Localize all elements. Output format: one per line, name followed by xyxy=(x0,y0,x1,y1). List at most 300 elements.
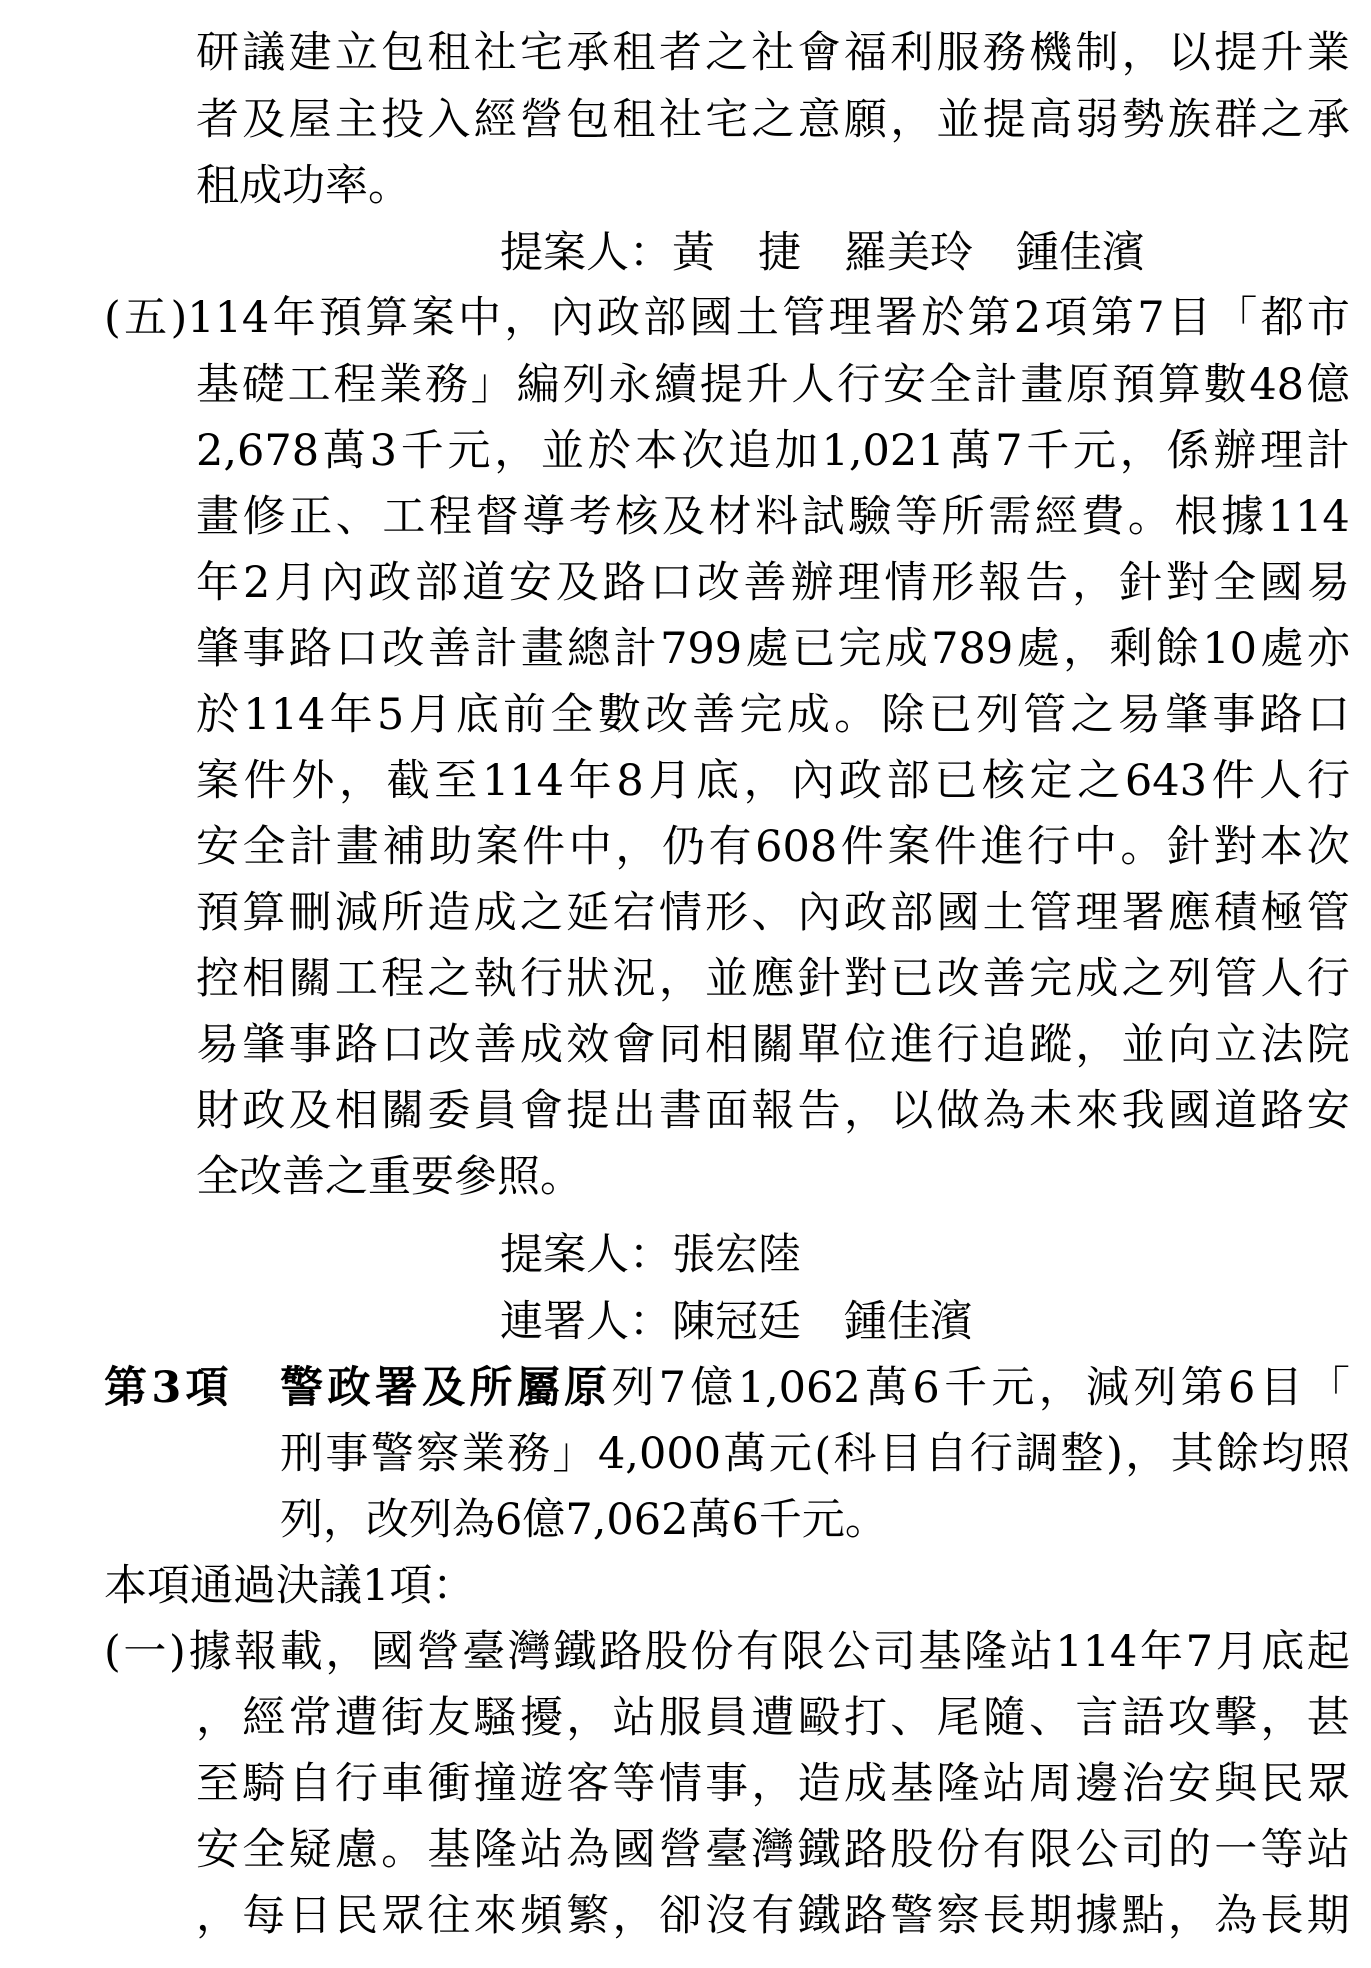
glyph: 目 xyxy=(878,1429,922,1479)
glyph: 元 xyxy=(447,426,491,476)
glyph: 補 xyxy=(382,822,426,872)
glyph: 針 xyxy=(1166,822,1210,872)
glyph: 進 xyxy=(890,1020,934,1070)
glyph: 至 xyxy=(434,756,478,806)
glyph: 元 xyxy=(1072,426,1116,476)
glyph: 頻 xyxy=(519,1891,563,1941)
glyph: 有 xyxy=(982,1825,1026,1875)
glyph: 等 xyxy=(1260,1825,1304,1875)
glyph: 路 xyxy=(334,1020,378,1070)
glyph: 遭 xyxy=(751,1693,795,1743)
glyph: 元 xyxy=(991,1363,1035,1413)
glyph: ， xyxy=(494,426,538,476)
glyph: 並 xyxy=(705,954,749,1004)
glyph: 每 xyxy=(242,1891,286,1941)
glyph: 肇 xyxy=(242,1020,286,1070)
glyph: 並 xyxy=(540,426,584,476)
glyph: 起 xyxy=(1306,1627,1350,1677)
glyph: 係 xyxy=(1166,426,1210,476)
glyph: 員 xyxy=(473,1086,517,1136)
glyph: 載 xyxy=(279,1627,323,1677)
glyph: 市 xyxy=(1306,293,1350,343)
glyph: 路 xyxy=(1259,690,1303,740)
text-line: 租成功率。 xyxy=(196,161,411,211)
glyph: 包 xyxy=(381,28,425,78)
glyph: 執 xyxy=(473,954,517,1004)
glyph: 相 xyxy=(705,1020,749,1070)
glyph: 次 xyxy=(681,426,725,476)
glyph: 列 xyxy=(611,1363,655,1413)
glyph: 政 xyxy=(596,293,640,343)
glyph: ， xyxy=(196,1693,239,1743)
glyph: 」 xyxy=(470,360,514,410)
glyph: 政 xyxy=(242,1086,286,1136)
glyph: ， xyxy=(325,1627,369,1677)
glyph: 成 xyxy=(519,1020,563,1070)
glyph: 位 xyxy=(843,1020,887,1070)
glyph: 已 xyxy=(928,690,972,740)
glyph: 易 xyxy=(1117,690,1161,740)
glyph: 長 xyxy=(982,1891,1026,1941)
glyph: ， xyxy=(751,1759,795,1809)
glyph: 慮 xyxy=(334,1825,378,1875)
glyph: 研 xyxy=(196,28,239,78)
glyph: 宕 xyxy=(612,888,656,938)
glyph: 據 xyxy=(1075,1891,1119,1941)
glyph: 營 xyxy=(416,1627,460,1677)
glyph: 之 xyxy=(1121,954,1165,1004)
glyph: 長 xyxy=(1260,1891,1304,1941)
glyph: 股 xyxy=(644,1627,688,1677)
glyph: 效 xyxy=(566,1020,610,1070)
glyph: 高 xyxy=(1029,95,1073,145)
glyph: 處 xyxy=(1260,624,1304,674)
glyph: 及 xyxy=(242,95,286,145)
glyph: 為 xyxy=(1214,1891,1258,1941)
glyph: 務 xyxy=(982,28,1026,78)
glyph: 核 xyxy=(981,756,1025,806)
glyph: 業 xyxy=(1306,28,1350,78)
glyph: 與 xyxy=(1214,1759,1258,1809)
glyph: 眾 xyxy=(1306,1759,1350,1809)
glyph: 完 xyxy=(1029,954,1073,1004)
glyph: 經 xyxy=(1034,492,1078,542)
glyph: 。 xyxy=(834,690,878,740)
glyph: 出 xyxy=(612,1086,656,1136)
glyph: 799 xyxy=(660,624,743,674)
glyph: 件 xyxy=(1211,756,1255,806)
text-line xyxy=(0,352,1350,418)
text-line xyxy=(0,1078,1350,1144)
glyph: 事 xyxy=(705,1759,749,1809)
glyph: 隨 xyxy=(982,1693,1026,1743)
glyph: 國 xyxy=(936,888,980,938)
glyph: 安 xyxy=(1167,1759,1211,1809)
glyph: 年 xyxy=(196,558,239,608)
glyph: 案 xyxy=(475,822,519,872)
glyph: 萬 xyxy=(723,1429,767,1479)
glyph: 員 xyxy=(705,1693,749,1743)
glyph: 於 xyxy=(921,293,965,343)
glyph: 言 xyxy=(1075,1693,1119,1743)
glyph: 、 xyxy=(890,1693,934,1743)
glyph: 會 xyxy=(797,28,841,78)
glyph: 周 xyxy=(1029,1759,1073,1809)
glyph: 租 xyxy=(612,28,656,78)
glyph: 列 xyxy=(1133,1363,1177,1413)
glyph: ( xyxy=(104,293,121,343)
glyph: 社 xyxy=(751,28,795,78)
text-line xyxy=(0,946,1350,1012)
glyph: 目 xyxy=(1259,1363,1303,1413)
glyph: ， xyxy=(566,1693,610,1743)
glyph: 畫 xyxy=(1020,360,1064,410)
glyph: 7 xyxy=(995,426,1023,476)
glyph: 為 xyxy=(982,1086,1026,1136)
glyph: 7 xyxy=(1137,293,1165,343)
glyph: 計 xyxy=(289,822,333,872)
glyph: 、 xyxy=(1029,1693,1073,1743)
proposer-line: 提案人：黃 捷 羅美玲 鍾佳濱 xyxy=(500,228,1145,278)
glyph: 點 xyxy=(1121,1891,1165,1941)
glyph: 務 xyxy=(424,360,468,410)
glyph: 對 xyxy=(843,954,887,1004)
glyph: 安 xyxy=(508,558,552,608)
item-3-heading xyxy=(0,1355,1350,1421)
text-line xyxy=(0,1751,1350,1817)
glyph: 路 xyxy=(602,558,646,608)
glyph: 口 xyxy=(335,624,379,674)
glyph: ， xyxy=(1075,1020,1119,1070)
glyph: 程 xyxy=(333,360,377,410)
glyph: 行 xyxy=(969,1429,1013,1479)
glyph: 應 xyxy=(1167,888,1211,938)
glyph: 營 xyxy=(519,95,563,145)
glyph: 入 xyxy=(427,95,471,145)
glyph: 提 xyxy=(982,95,1026,145)
glyph: 已 xyxy=(934,756,978,806)
glyph: 年 xyxy=(1140,1627,1184,1677)
glyph: 以 xyxy=(1167,28,1211,78)
glyph: 「 xyxy=(1306,1363,1350,1413)
glyph: 本 xyxy=(634,426,678,476)
glyph: 期 xyxy=(1306,1891,1350,1941)
glyph: 次 xyxy=(1306,822,1350,872)
glyph: 臺 xyxy=(705,1825,749,1875)
glyph: 毆 xyxy=(797,1693,841,1743)
glyph: 警 xyxy=(370,1429,414,1479)
glyph: 預 xyxy=(318,293,362,343)
glyph: 成 xyxy=(1075,954,1119,1004)
glyph: 114 xyxy=(1055,1627,1138,1677)
text-line xyxy=(0,550,1350,616)
glyph: 公 xyxy=(827,1627,871,1677)
glyph: ( xyxy=(814,1429,832,1479)
glyph: 114 xyxy=(481,756,565,806)
glyph: 於 xyxy=(196,690,239,740)
glyph: 打 xyxy=(843,1693,887,1743)
glyph: 鐵 xyxy=(553,1627,597,1677)
glyph: 撞 xyxy=(473,1759,517,1809)
glyph: 口 xyxy=(1306,690,1350,740)
glyph: 完 xyxy=(739,690,783,740)
glyph: 疑 xyxy=(288,1825,332,1875)
text-line: 列，改列為6億7,062萬6千元。 xyxy=(280,1495,888,1545)
glyph: 相 xyxy=(242,954,286,1004)
glyph: 察 xyxy=(936,1891,980,1941)
glyph: 789 xyxy=(931,624,1014,674)
glyph: 改 xyxy=(936,954,980,1004)
glyph: ， xyxy=(196,1891,239,1941)
glyph: 原 xyxy=(564,1363,608,1413)
glyph: 程 xyxy=(428,492,472,542)
glyph: 608 xyxy=(755,822,838,872)
text-line xyxy=(0,20,1350,86)
glyph: 造 xyxy=(427,888,471,938)
glyph: 國 xyxy=(370,1627,414,1677)
text-line xyxy=(0,616,1350,682)
glyph: 內 xyxy=(550,293,594,343)
glyph: 部 xyxy=(415,558,459,608)
glyph: 科 xyxy=(833,1429,877,1479)
glyph: 千 xyxy=(944,1363,988,1413)
glyph: 件 xyxy=(840,822,884,872)
glyph: 針 xyxy=(1119,558,1163,608)
glyph: 所 xyxy=(381,888,425,938)
glyph: 股 xyxy=(890,1825,934,1875)
glyph: 4,000 xyxy=(597,1429,722,1479)
glyph: 件 xyxy=(522,822,566,872)
glyph: 建 xyxy=(288,28,332,78)
glyph: 亦 xyxy=(1306,624,1350,674)
text-line xyxy=(0,1883,1350,1949)
glyph: 行 xyxy=(1306,756,1350,806)
glyph: 部 xyxy=(890,888,934,938)
glyph: 情 xyxy=(658,1759,702,1809)
proposer-line: 提案人：張宏陸 xyxy=(500,1230,801,1280)
glyph: 政 xyxy=(838,756,882,806)
glyph: 改 xyxy=(381,624,425,674)
glyph: 。 xyxy=(1127,492,1171,542)
glyph: 街 xyxy=(381,1693,425,1743)
glyph: 尾 xyxy=(936,1693,980,1743)
glyph: 643 xyxy=(1124,756,1207,806)
glyph: 項 xyxy=(185,1363,229,1413)
glyph: 管 xyxy=(782,293,826,343)
resolution-heading: 本項通過決議1項： xyxy=(104,1561,476,1611)
glyph: 日 xyxy=(288,1891,332,1941)
glyph: 項 xyxy=(1044,293,1088,343)
glyph: 1,062 xyxy=(737,1363,861,1413)
glyph: 弱 xyxy=(1075,95,1119,145)
glyph: 工 xyxy=(287,360,331,410)
glyph: 司 xyxy=(1121,1825,1165,1875)
glyph: 程 xyxy=(381,954,425,1004)
glyph: 有 xyxy=(751,1891,795,1941)
glyph: 口 xyxy=(381,1020,425,1070)
glyph: 書 xyxy=(658,1086,702,1136)
glyph: 核 xyxy=(615,492,659,542)
glyph: 工 xyxy=(334,954,378,1004)
glyph: 升 xyxy=(1260,28,1304,78)
glyph: 5 xyxy=(376,690,405,740)
glyph: 路 xyxy=(843,1825,887,1875)
glyph: 利 xyxy=(890,28,934,78)
glyph: 往 xyxy=(427,1891,471,1941)
glyph: 一 xyxy=(123,1627,167,1677)
glyph: 立 xyxy=(334,28,378,78)
glyph: ， xyxy=(890,95,934,145)
glyph: 形 xyxy=(705,888,749,938)
glyph: 國 xyxy=(1167,1086,1211,1136)
glyph: 仍 xyxy=(661,822,705,872)
glyph: 極 xyxy=(1260,888,1304,938)
glyph: 會 xyxy=(519,1086,563,1136)
glyph: 路 xyxy=(599,1627,643,1677)
glyph: 積 xyxy=(1214,888,1258,938)
glyph: 月 xyxy=(648,756,692,806)
glyph: ， xyxy=(1125,1429,1169,1479)
glyph: 站 xyxy=(982,1759,1026,1809)
glyph: 列 xyxy=(975,690,1019,740)
glyph: 。 xyxy=(1120,822,1164,872)
glyph: 修 xyxy=(242,492,286,542)
text-line xyxy=(0,1012,1350,1078)
glyph: 經 xyxy=(242,1693,286,1743)
glyph: 土 xyxy=(982,888,1026,938)
glyph: 會 xyxy=(612,1020,656,1070)
glyph: 月 xyxy=(408,690,452,740)
glyph xyxy=(233,1355,276,1421)
glyph: 7 xyxy=(1185,1627,1213,1677)
glyph: 立 xyxy=(1214,1020,1258,1070)
glyph: 試 xyxy=(801,492,845,542)
glyph: 意 xyxy=(797,95,841,145)
glyph: 造 xyxy=(797,1759,841,1809)
glyph: 餘 xyxy=(1216,1429,1260,1479)
glyph: 等 xyxy=(894,492,938,542)
glyph: 民 xyxy=(1260,1759,1304,1809)
glyph: 對 xyxy=(1213,822,1257,872)
glyph: 鐵 xyxy=(797,1825,841,1875)
glyph: 助 xyxy=(428,822,472,872)
glyph: 月 xyxy=(274,558,318,608)
glyph: 部 xyxy=(643,293,687,343)
glyph: 有 xyxy=(708,822,752,872)
glyph: 肇 xyxy=(1165,690,1209,740)
glyph: 費 xyxy=(1081,492,1125,542)
glyph: 人 xyxy=(1260,954,1304,1004)
glyph: 基 xyxy=(890,1759,934,1809)
glyph: 114 xyxy=(243,690,326,740)
glyph: 料 xyxy=(755,492,799,542)
glyph: 並 xyxy=(936,95,980,145)
glyph: 成 xyxy=(786,690,830,740)
glyph: 完 xyxy=(838,624,882,674)
glyph: 升 xyxy=(745,360,789,410)
glyph: 前 xyxy=(503,690,547,740)
glyph: 及 xyxy=(288,1086,332,1136)
glyph: 事 xyxy=(242,624,286,674)
glyph: 已 xyxy=(890,954,934,1004)
glyph: 預 xyxy=(1111,360,1155,410)
glyph: 臺 xyxy=(462,1627,506,1677)
glyph: 常 xyxy=(288,1693,332,1743)
glyph: 進 xyxy=(980,822,1024,872)
glyph: 千 xyxy=(1026,426,1070,476)
glyph: 。 xyxy=(381,1825,425,1875)
glyph: 基 xyxy=(427,1825,471,1875)
glyph: 億 xyxy=(1306,360,1350,410)
glyph: 為 xyxy=(566,1825,610,1875)
glyph: 計 xyxy=(974,360,1018,410)
glyph: 隆 xyxy=(964,1627,1008,1677)
glyph: 財 xyxy=(196,1086,239,1136)
glyph: 安 xyxy=(1306,1086,1350,1136)
glyph: 隆 xyxy=(473,1825,517,1875)
glyph: 件 xyxy=(243,756,287,806)
text-line xyxy=(0,1421,1350,1487)
glyph: 基 xyxy=(196,360,239,410)
glyph: 正 xyxy=(289,492,333,542)
glyph: 騷 xyxy=(473,1693,517,1743)
glyph: 成 xyxy=(473,888,517,938)
glyph: 48 xyxy=(1249,360,1305,410)
glyph: 續 xyxy=(653,360,697,410)
glyph: 國 xyxy=(1259,558,1303,608)
glyph: 提 xyxy=(566,1086,610,1136)
glyph: 2 xyxy=(1013,293,1042,343)
glyph: 土 xyxy=(735,293,779,343)
glyph: ， xyxy=(1121,28,1165,78)
glyph: 行 xyxy=(1306,954,1350,1004)
glyph: 路 xyxy=(1260,1086,1304,1136)
glyph: 客 xyxy=(566,1759,610,1809)
glyph: 預 xyxy=(196,888,239,938)
glyph: 人 xyxy=(1259,756,1303,806)
glyph: 份 xyxy=(690,1627,734,1677)
glyph: 口 xyxy=(649,558,693,608)
glyph: ， xyxy=(612,1891,656,1941)
glyph: 行 xyxy=(519,954,563,1004)
glyph: 站 xyxy=(612,1693,656,1743)
glyph: 總 xyxy=(567,624,611,674)
glyph: 情 xyxy=(658,888,702,938)
glyph: 據 xyxy=(188,1627,232,1677)
glyph: 之 xyxy=(427,954,471,1004)
glyph: 業 xyxy=(379,360,423,410)
glyph: 礎 xyxy=(241,360,285,410)
clause-5-heading xyxy=(0,285,1350,351)
glyph: 之 xyxy=(519,888,563,938)
glyph: 定 xyxy=(1029,756,1073,806)
glyph: 關 xyxy=(288,954,332,1004)
glyph: 安 xyxy=(882,360,926,410)
glyph: 於 xyxy=(587,426,631,476)
glyph: 署 xyxy=(874,293,918,343)
glyph: 追 xyxy=(982,1020,1026,1070)
glyph: 中 xyxy=(457,293,501,343)
glyph: 改 xyxy=(696,558,740,608)
glyph: 租 xyxy=(427,28,471,78)
glyph: 限 xyxy=(1029,1825,1073,1875)
glyph: 案 xyxy=(196,756,239,806)
glyph: ， xyxy=(1119,426,1163,476)
glyph: 成 xyxy=(884,624,928,674)
glyph: 法 xyxy=(1260,1020,1304,1070)
glyph: 告 xyxy=(1025,558,1069,608)
glyph: ， xyxy=(1260,1693,1304,1743)
